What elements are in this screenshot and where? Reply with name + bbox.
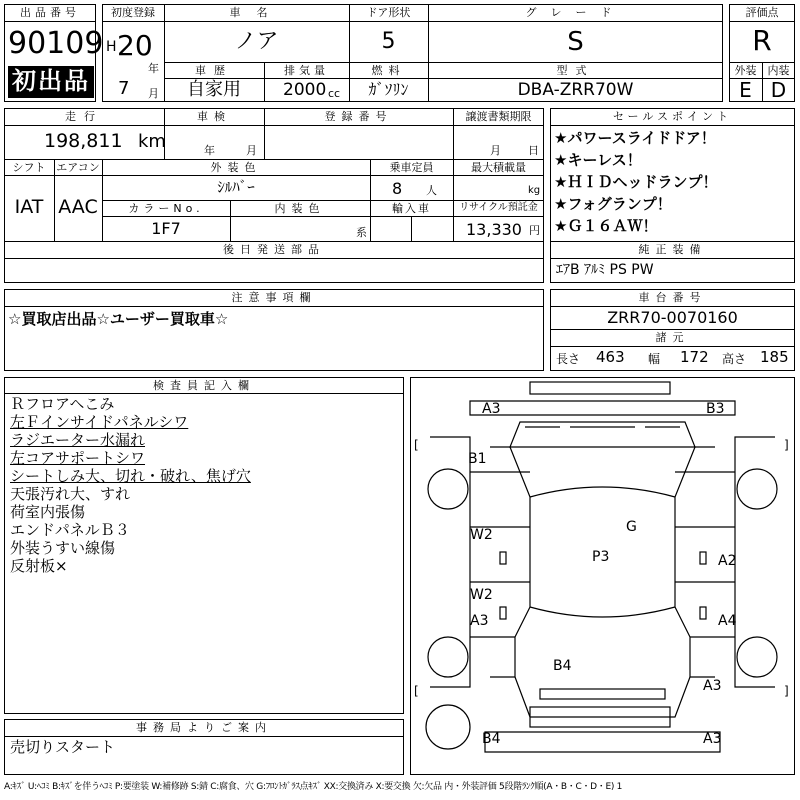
inspector-line: 左Ｆインサイドパネルシワ: [10, 413, 189, 431]
selling-point-item: ★フォグランプ！: [554, 195, 672, 213]
left-bracket: [: [414, 684, 419, 698]
right-bracket: ]: [784, 684, 789, 698]
inspection-year-unit: 年: [204, 144, 215, 157]
width-label: 幅: [648, 352, 661, 366]
mileage-label: 走行: [65, 110, 103, 123]
inspector-line: ラジエーター水漏れ: [10, 431, 146, 449]
wheel-front-left-shape: [428, 469, 468, 509]
body-right-shape: [675, 447, 715, 677]
inspection-label: 車検: [197, 110, 231, 123]
import-label: 輸入車: [392, 202, 431, 215]
reg-year: 20: [117, 29, 153, 62]
inspector-line: エンドパネルＢ３: [10, 521, 130, 539]
color-no-label: カラーNo.: [128, 202, 204, 215]
selling-point-item: ★パワースライドドア！: [554, 129, 716, 147]
selling-point-item: ★ＨＩＤヘッドランプ！: [554, 173, 718, 191]
interior-score: D: [770, 78, 787, 102]
body-left-shape: [490, 447, 530, 677]
color-value: ｼﾙﾊﾞｰ: [217, 178, 255, 196]
damage-mark: B4: [482, 731, 501, 747]
displacement-label: 排気量: [284, 64, 329, 77]
car-name-label: 車名: [229, 6, 284, 19]
front-bumper-shape: [530, 382, 670, 394]
wheel-rear-right-shape: [737, 637, 777, 677]
recycle-unit: 円: [529, 224, 540, 237]
damage-mark: G: [626, 519, 637, 535]
left-side-shape: [430, 437, 470, 687]
legend-text: A:ｷｽﾞ U:ﾍｺﾐ B:ｷｽﾞを伴うﾍｺﾐ P:要塗装 W:補修跡 S:錆 C:腐食、穴 G:ﾌﾛﾝﾄｶﾞﾗｽ点ｷｽﾞ XX:交換済み X:要交換 欠:欠品 内・外装評価 5段階ﾗﾝｸ順(A・B・C・D・E) 1: [4, 782, 623, 792]
damage-mark: B4: [553, 658, 572, 674]
car-diagram: [410, 377, 795, 775]
front-panel-shape: [470, 401, 735, 415]
capacity-unit: 人: [426, 184, 437, 197]
damage-mark: P3: [592, 549, 610, 565]
height-value: 185: [760, 348, 789, 366]
damage-mark: B1: [468, 451, 487, 467]
rear-window-shape: [515, 677, 690, 717]
shift-value: IAT: [14, 196, 44, 218]
fuel-value: ｶﾞｿﾘﾝ: [368, 80, 409, 99]
left-mirror-shape: [500, 552, 506, 564]
wheel-front-right-shape: [737, 469, 777, 509]
grade-label: グレード: [525, 6, 626, 19]
load-label: 最大積載量: [471, 161, 526, 174]
selling-point-item: ★Ｇ１６ＡＷ！: [554, 217, 658, 235]
lot-label: 出品番号: [20, 6, 80, 19]
reg-year-unit: 年: [148, 62, 159, 75]
rear-panel-shape: [485, 732, 720, 752]
shift-label: シフト: [12, 161, 46, 174]
equipment-label: 純正装備: [638, 243, 707, 256]
rear-hatch-shape: [540, 689, 665, 699]
color-label: 外装色: [210, 161, 262, 174]
damage-mark: A3: [470, 613, 489, 629]
damage-mark: B3: [706, 401, 725, 417]
roof-front-shape: [530, 487, 675, 497]
fuel-label: 燃料: [371, 64, 406, 77]
reg-month: 7: [118, 78, 130, 99]
inspector-line: 天張汚れ大、すれ: [10, 485, 131, 503]
inspector-line: 反射板×: [10, 557, 68, 575]
selling-point-item: ★キーレス！: [554, 151, 642, 169]
first-listing-label: 初出品: [12, 67, 90, 95]
deadline-month-unit: 月: [490, 144, 501, 157]
model-value: DBA-ZRR70W: [517, 80, 634, 100]
score-value: R: [752, 24, 772, 57]
notes-label: 注意事項欄: [231, 291, 317, 304]
car-name: ノア: [234, 29, 279, 54]
history-value: 自家用: [187, 79, 241, 100]
score-label: 評価点: [745, 6, 779, 19]
ac-value: AAC: [58, 196, 98, 218]
exterior-score: E: [739, 78, 752, 102]
later-parts-label: 後日発送部品: [223, 243, 325, 256]
damage-mark: W2: [470, 587, 493, 603]
load-unit: kg: [528, 185, 541, 196]
interior-label: 内装: [767, 64, 790, 77]
color-no-value: 1F7: [151, 219, 181, 238]
equipment-value: ｴｱB ｱﾙﾐ PS PW: [556, 262, 654, 278]
doors-value: 5: [381, 29, 396, 54]
inspection-month-unit: 月: [246, 144, 257, 157]
right-handle-shape: [700, 607, 706, 619]
roof-rear-shape: [530, 607, 675, 617]
office-value: 売切りスタート: [10, 738, 116, 756]
damage-mark: A3: [482, 401, 501, 417]
mileage-value: 198,811: [44, 130, 123, 152]
damage-mark: A3: [703, 678, 722, 694]
chassis-value: ZRR70-0070160: [607, 308, 738, 327]
reg-era: H: [106, 39, 117, 55]
length-value: 463: [596, 348, 625, 366]
damage-mark: A3: [703, 731, 722, 747]
deadline-label: 譲渡書類期限: [465, 110, 532, 123]
damage-mark: W2: [470, 527, 493, 543]
history-label: 車歴: [195, 64, 233, 77]
doors-label: ドア形状: [366, 6, 411, 19]
reg-label: 初度登録: [111, 6, 155, 19]
displacement-value: 2000: [283, 80, 327, 100]
notes-value: ☆買取店出品☆ユーザー買取車☆: [8, 310, 229, 328]
interior-color-unit: 系: [356, 226, 367, 239]
wheel-rear-left-shape: [428, 637, 468, 677]
lot-number: 90109: [8, 26, 104, 61]
model-label: 型式: [556, 64, 595, 77]
left-handle-shape: [500, 607, 506, 619]
capacity-value: 8: [392, 179, 403, 198]
inspector-line: 荷室内張傷: [10, 503, 86, 521]
inspector-line: Ｒフロアヘこみ: [10, 395, 115, 413]
interior-color-label: 内装色: [274, 202, 326, 215]
plate-label: 登録番号: [324, 110, 393, 123]
left-bracket: [: [414, 438, 419, 452]
inspector-line: シートしみ大、切れ・破れ、焦げ穴: [10, 467, 251, 485]
office-label: 事務局よりご案内: [136, 721, 272, 734]
right-side-shape: [735, 437, 775, 687]
chassis-label: 車台番号: [638, 291, 707, 304]
ac-label: エアコン: [56, 161, 100, 174]
width-value: 172: [680, 348, 709, 366]
displacement-unit: cc: [328, 87, 341, 100]
dimensions-label: 諸元: [655, 331, 690, 344]
inspector-line: 左コアサポートシワ: [10, 449, 146, 467]
reg-month-unit: 月: [148, 87, 159, 100]
selling-points-label: セールスポイント: [612, 110, 732, 123]
inspector-label: 検査員記入欄: [153, 379, 255, 392]
damage-mark: A2: [718, 553, 737, 569]
spare-wheel-shape: [426, 705, 470, 749]
right-mirror-shape: [700, 552, 706, 564]
capacity-label: 乗車定員: [389, 161, 434, 174]
exterior-label: 外装: [734, 64, 757, 77]
inspector-line: 外装うすい線傷: [10, 539, 116, 557]
recycle-value: 13,330: [466, 220, 522, 239]
recycle-label: リサイクル預託金: [459, 202, 538, 213]
height-label: 高さ: [722, 352, 747, 366]
right-bracket: ]: [784, 438, 789, 452]
grade-value: S: [567, 27, 584, 57]
mileage-unit: km: [138, 131, 166, 152]
deadline-day-unit: 日: [528, 144, 539, 157]
damage-mark: A4: [718, 613, 737, 629]
length-label: 長さ: [556, 352, 581, 366]
hood-shape: [510, 422, 695, 447]
